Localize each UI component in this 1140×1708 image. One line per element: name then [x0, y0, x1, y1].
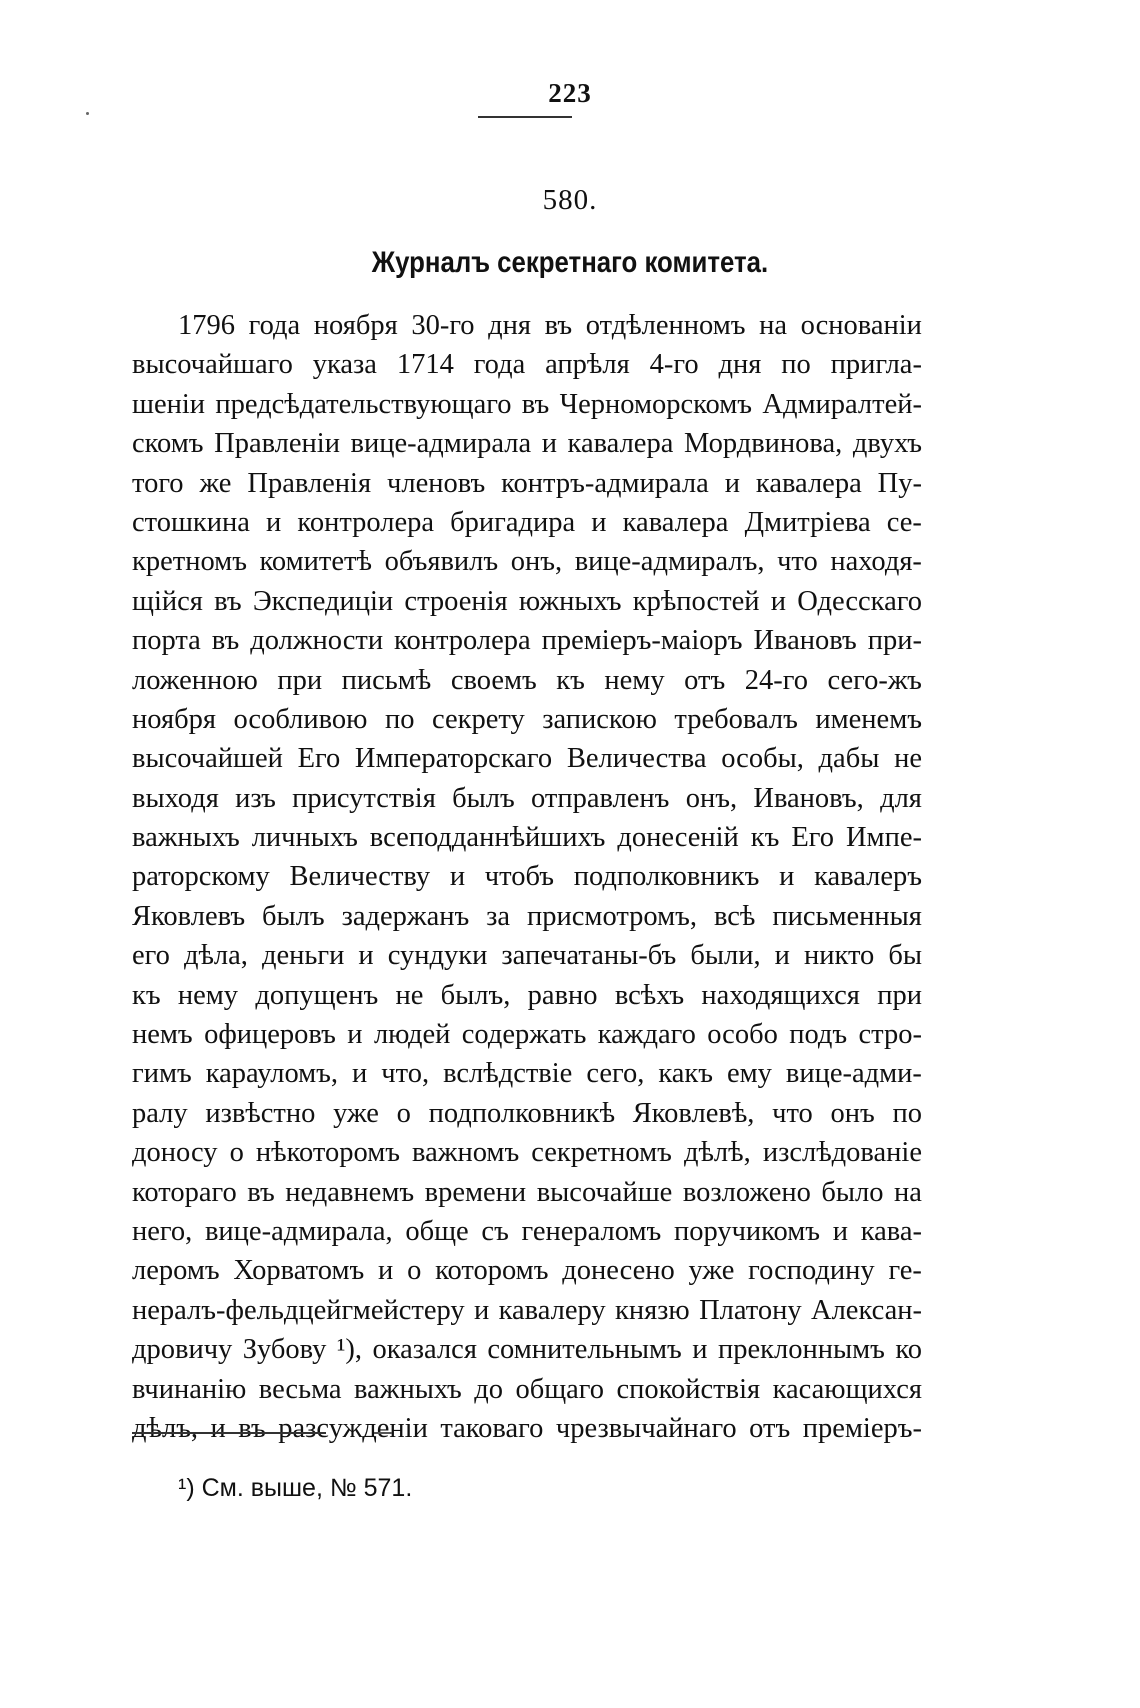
text-line: нералъ-фельдцейгмейстеру и кавалеру князю Платону Алексан- — [132, 1294, 922, 1326]
text-line: 1796 года ноября 30-го дня въ отдѣленномъ на основанiи — [178, 310, 922, 341]
text-line: порта въ должности контролера премiеръ-маiоръ Ивановъ при- — [132, 625, 922, 657]
text-line: леромъ Хорватомъ и о которомъ донесено уже господину ге- — [132, 1255, 922, 1287]
text-line: высочайшей Его Императорскаго Величества особы, дабы не — [132, 743, 922, 775]
footnote-separator — [132, 1432, 326, 1434]
page-number-underline — [478, 116, 572, 118]
text-line: гимъ карауломъ, и что, вслѣдствiе сего, какъ ему вице-адми- — [132, 1058, 922, 1090]
text-line: котораго въ недавнемъ времени высочайше возложено было на — [132, 1176, 922, 1208]
footnote — [178, 1474, 412, 1503]
text-line: ложенною при письмѣ своемъ къ нему отъ 24-го сего-жъ — [132, 664, 922, 696]
document-number: 580. — [542, 184, 598, 216]
text-line: Яковлевъ былъ задержанъ за присмотромъ, всѣ письменныя — [132, 900, 922, 932]
text-line: скомъ Правленiи вице-адмирала и кавалера Мордвинова, двухъ — [132, 428, 922, 460]
text-line: дѣлъ, и въ разсужденiи таковаго чрезвычайнаго отъ премiеръ- — [132, 1412, 922, 1444]
text-line: щiйся въ Экспедицiи строенiя южныхъ крѣпостей и Одесскаго — [132, 585, 922, 617]
text-line: раторскому Величеству и чтобъ подполковникъ и кавалеръ — [132, 861, 922, 893]
text-line: къ нему допущенъ не былъ, равно всѣхъ находящихся при — [132, 979, 922, 1011]
scan-speck — [86, 112, 89, 115]
text-line: выходя изъ присутствiя былъ отправленъ онъ, Ивановъ, для — [132, 782, 922, 814]
footnote-separator-dash — [374, 1432, 392, 1434]
footnote-text: См. выше, № 571. — [201, 1474, 413, 1502]
page-number: 223 — [548, 78, 592, 108]
text-line: вчинанiю весьма важныхъ до общаго спокойствiя касающихся — [132, 1373, 922, 1405]
text-line: ноября особливою по секрету запискою требовалъ именемъ — [132, 703, 922, 735]
text-line: его дѣла, деньги и сундуки запечатаны-бъ были, и никто бы — [132, 940, 922, 972]
text-line: немъ офицеровъ и людей содержать каждаго особо подъ стро- — [132, 1019, 922, 1051]
text-line: того же Правленiя членовъ контръ-адмирала и кавалера Пу- — [132, 467, 922, 499]
text-line: кретномъ комитетѣ объявилъ онъ, вице-адмиралъ, что находя- — [132, 546, 922, 578]
text-line: ралу извѣстно уже о подполковникѣ Яковлевѣ, что онъ по — [132, 1097, 922, 1129]
text-line: доносу о нѣкоторомъ важномъ секретномъ дѣлѣ, изслѣдованiе — [132, 1137, 922, 1169]
document-title: Журналъ секретнаго комитета. — [371, 246, 769, 279]
text-line: стошкина и контролера бригадира и кавалера Дмитрiева се- — [132, 506, 922, 538]
footnote-marker: ¹) — [178, 1474, 195, 1502]
text-line: него, вице-адмирала, обще съ генераломъ поручикомъ и кава- — [132, 1215, 922, 1247]
text-line: важныхъ личныхъ всеподданнѣйшихъ донесенiй къ Его Импе- — [132, 822, 922, 854]
body-text — [132, 306, 922, 1448]
text-line: высочайшаго указа 1714 года апрѣля 4-го дня по пригла- — [132, 349, 922, 381]
text-line: шенiи предсѣдательствующаго въ Черноморскомъ Адмиралтей- — [132, 388, 922, 420]
text-line: дровичу Зубову ¹), оказался сомнительнымъ и преклоннымъ ко — [132, 1334, 922, 1366]
